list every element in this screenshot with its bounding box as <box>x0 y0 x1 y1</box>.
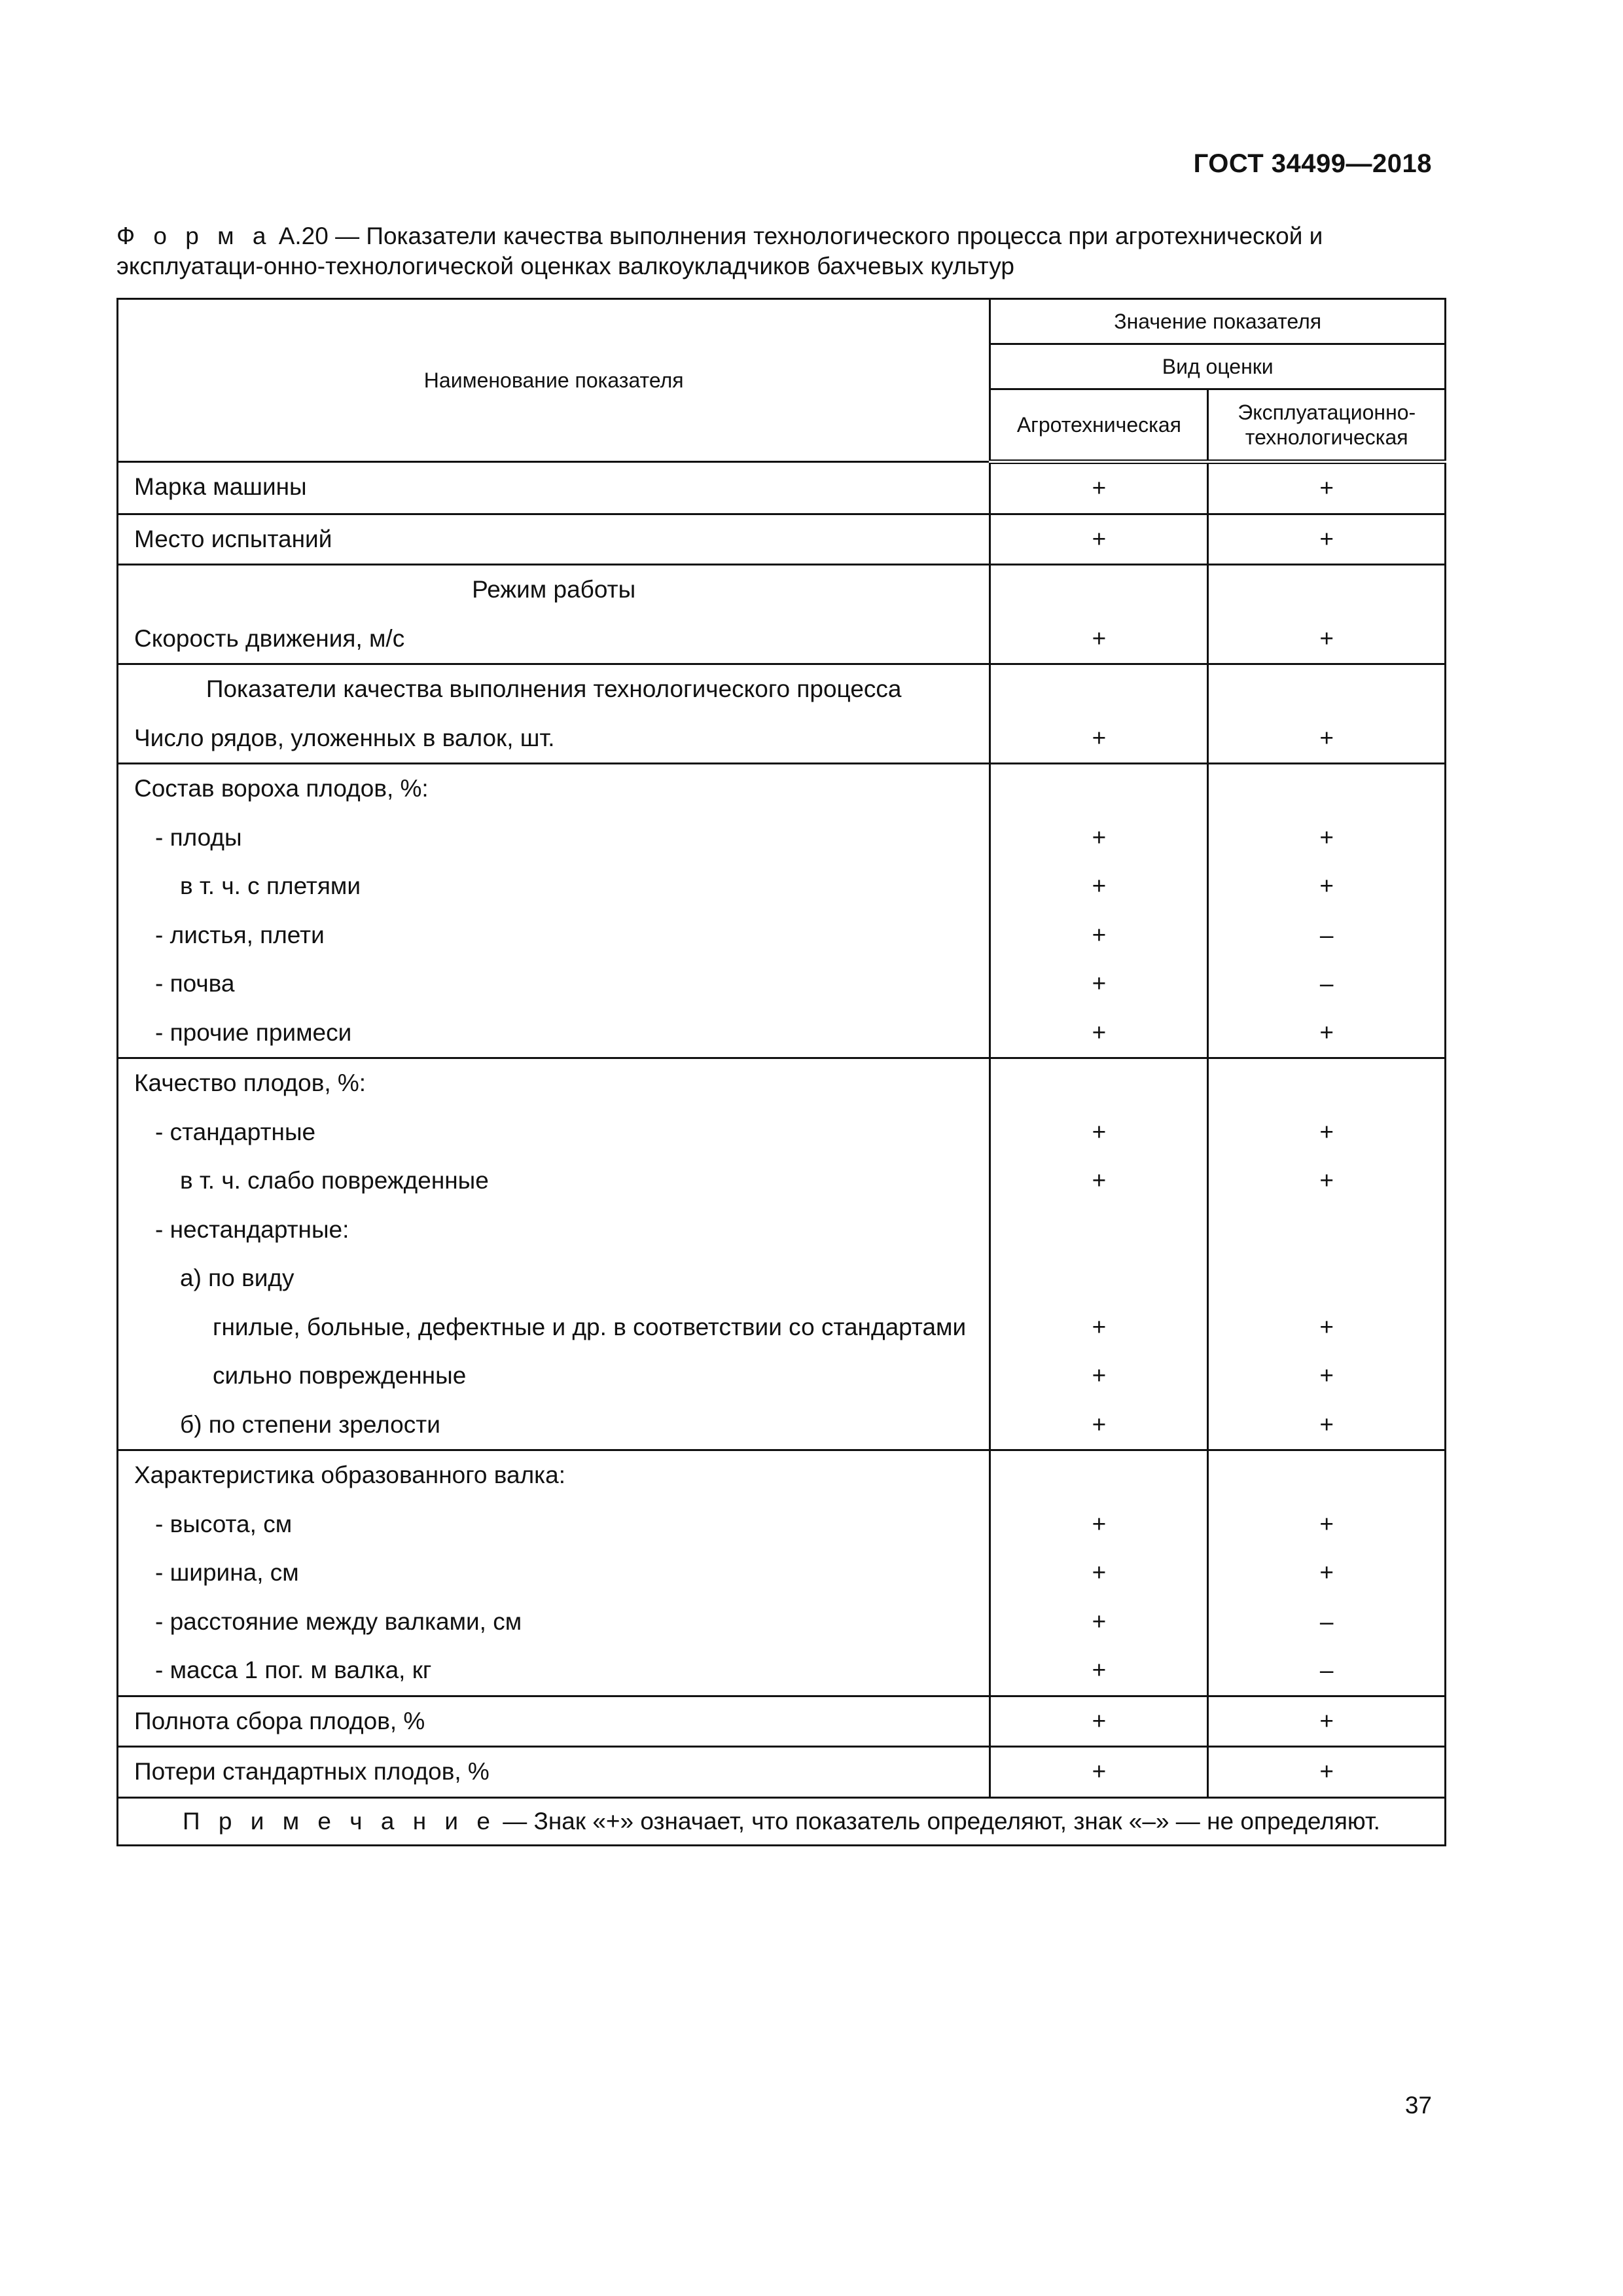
table-row <box>118 664 1446 764</box>
indicator-label: - листья, плети <box>155 921 325 948</box>
indicator-mark <box>991 565 1207 615</box>
table-note <box>118 1797 1446 1845</box>
indicator-cell <box>118 514 990 565</box>
indicator-cell <box>118 1696 990 1747</box>
indicator-label: - стандартные <box>155 1118 316 1145</box>
indicator-label: в т. ч. слабо поврежденные <box>180 1167 489 1194</box>
indicators-table <box>116 298 1446 1846</box>
indicator-mark: + <box>1319 525 1334 552</box>
expl-cell <box>1208 1696 1446 1747</box>
indicator-mark <box>991 665 1207 714</box>
indicator-mark: + <box>1319 624 1334 652</box>
indicator-label: - расстояние между валками, см <box>155 1607 522 1635</box>
indicator-mark: + <box>1092 1607 1107 1635</box>
indicator-label: Число рядов, уложенных в валок, шт. <box>134 724 555 751</box>
indicator-mark <box>991 1451 1207 1500</box>
agro-cell <box>990 565 1208 664</box>
indicator-label: - ширина, см <box>155 1559 299 1586</box>
indicator-label: а) по виду <box>180 1265 294 1291</box>
document-header: ГОСТ 34499—2018 <box>1193 149 1432 178</box>
expl-cell <box>1208 514 1446 565</box>
indicator-label: - нестандартные: <box>155 1215 349 1243</box>
table-row <box>118 1058 1446 1450</box>
indicator-mark: + <box>1319 1410 1334 1438</box>
indicator-mark: + <box>1092 1510 1107 1537</box>
indicator-mark <box>1209 565 1444 615</box>
indicator-mark: + <box>1319 872 1334 899</box>
indicator-mark <box>991 1254 1207 1303</box>
indicator-cell <box>118 1450 990 1696</box>
indicator-mark: + <box>1092 872 1107 899</box>
expl-cell <box>1208 764 1446 1058</box>
indicator-label: б) по степени зрелости <box>180 1410 440 1438</box>
indicator-cell <box>118 1747 990 1798</box>
indicator-cell <box>118 462 990 514</box>
indicator-mark: + <box>1092 724 1107 751</box>
indicator-mark: + <box>1092 475 1107 501</box>
header-indicator-name: Наименование показателя <box>118 299 990 462</box>
expl-cell <box>1208 664 1446 764</box>
indicator-mark: + <box>1092 1362 1107 1389</box>
indicator-mark <box>1209 764 1444 814</box>
indicator-mark <box>1209 665 1444 714</box>
indicator-mark: + <box>1319 1167 1334 1194</box>
indicator-label: Состав вороха плодов, %: <box>134 775 429 802</box>
expl-cell <box>1208 462 1446 514</box>
table-row <box>118 764 1446 1058</box>
expl-cell <box>1208 1450 1446 1696</box>
indicator-label: Характеристика образованного валка: <box>134 1462 566 1488</box>
indicator-mark: + <box>1092 1657 1107 1683</box>
expl-cell <box>1208 565 1446 664</box>
table-row <box>118 1696 1446 1747</box>
header-agrotechnical: Агротехническая <box>990 389 1208 462</box>
indicator-cell <box>118 664 990 764</box>
indicator-mark <box>991 1206 1207 1255</box>
indicator-mark: + <box>1319 724 1334 751</box>
agro-cell <box>990 1747 1208 1798</box>
indicator-mark: + <box>1092 1707 1107 1734</box>
agro-cell <box>990 1450 1208 1696</box>
note-text: — Знак «+» означает, что показатель определяют, знак «–» — не определяют. <box>495 1807 1380 1835</box>
indicator-label: сильно поврежденные <box>213 1362 467 1389</box>
indicator-label: - высота, см <box>155 1510 293 1537</box>
table-body <box>118 462 1446 1798</box>
table-row <box>118 1450 1446 1696</box>
indicator-mark <box>1209 1451 1444 1500</box>
agro-cell <box>990 1696 1208 1747</box>
indicator-mark: – <box>1319 1607 1334 1635</box>
indicator-mark <box>1209 1059 1444 1108</box>
indicator-mark: + <box>1319 823 1334 851</box>
indicator-mark: – <box>1319 970 1334 997</box>
indicator-mark: + <box>1319 1758 1334 1785</box>
indicator-mark: – <box>1319 1657 1334 1683</box>
indicator-label: Марка машины <box>134 473 307 500</box>
indicator-label: Режим работы <box>472 576 636 603</box>
table-row <box>118 1747 1446 1798</box>
indicator-mark: + <box>1092 1758 1107 1785</box>
indicator-mark: + <box>1092 921 1107 948</box>
header-evaluation-kind: Вид оценки <box>990 344 1446 389</box>
page-number: 37 <box>1404 2092 1432 2119</box>
indicator-label: Потери стандартных плодов, % <box>134 1758 490 1785</box>
indicator-mark: + <box>1319 1362 1334 1389</box>
agro-cell <box>990 514 1208 565</box>
form-caption <box>116 221 1445 281</box>
indicator-mark: + <box>1319 1118 1334 1145</box>
indicator-mark: – <box>1319 921 1334 948</box>
indicator-label: в т. ч. с плетями <box>180 872 361 899</box>
indicator-mark: + <box>1319 475 1334 501</box>
agro-cell <box>990 462 1208 514</box>
indicator-label: гнилые, больные, дефектные и др. в соответствии со стандартами <box>213 1313 967 1340</box>
header-indicator-value: Значение показателя <box>990 299 1446 344</box>
indicator-mark: + <box>1319 1018 1334 1046</box>
indicator-mark: + <box>1092 525 1107 552</box>
indicator-label: Скорость движения, м/с <box>134 624 405 652</box>
indicator-label: Место испытаний <box>134 525 332 552</box>
indicator-mark: + <box>1092 1167 1107 1194</box>
indicator-mark: + <box>1319 1707 1334 1734</box>
header-operational <box>1208 389 1446 462</box>
table-row <box>118 565 1446 664</box>
indicator-mark: + <box>1092 1313 1107 1340</box>
indicator-cell <box>118 1058 990 1450</box>
indicator-cell <box>118 764 990 1058</box>
table-row <box>118 514 1446 565</box>
indicator-label: Показатели качества выполнения технологического процесса <box>205 675 902 702</box>
indicator-label: Полнота сбора плодов, % <box>134 1707 425 1734</box>
indicator-mark: + <box>1092 1410 1107 1438</box>
indicator-cell <box>118 565 990 664</box>
indicator-label: - почва <box>155 970 235 997</box>
agro-cell <box>990 1058 1208 1450</box>
table-header <box>118 299 1446 462</box>
caption-text: А.20 — Показатели качества выполнения технологического процесса при агротехнической и эксплуатаци-онно-технологической оценках валкоукладчиков бахчевых культур <box>116 223 1323 279</box>
indicator-label: - масса 1 пог. м валка, кг <box>155 1657 432 1683</box>
note-prefix: П р и м е ч а н и е <box>183 1807 496 1835</box>
indicator-mark: + <box>1092 970 1107 997</box>
caption-prefix: Ф о р м а <box>116 223 272 249</box>
indicator-mark: + <box>1092 823 1107 851</box>
indicator-label: - прочие примеси <box>155 1018 352 1046</box>
indicator-mark: + <box>1092 1018 1107 1046</box>
agro-cell <box>990 664 1208 764</box>
indicator-mark: + <box>1092 1118 1107 1145</box>
indicator-mark: + <box>1319 1313 1334 1340</box>
indicator-label: - плоды <box>155 823 242 851</box>
header-operational-text: Эксплуатационно-технологическая <box>1238 401 1416 449</box>
indicator-mark <box>991 764 1207 814</box>
table-row <box>118 462 1446 514</box>
indicator-mark: + <box>1092 624 1107 652</box>
indicator-mark <box>1209 1206 1444 1255</box>
indicator-mark: + <box>1319 1510 1334 1537</box>
expl-cell <box>1208 1747 1446 1798</box>
indicator-label: Качество плодов, %: <box>134 1069 366 1096</box>
indicator-mark <box>991 1059 1207 1108</box>
indicator-mark: + <box>1092 1559 1107 1586</box>
expl-cell <box>1208 1058 1446 1450</box>
agro-cell <box>990 764 1208 1058</box>
indicator-mark <box>1209 1254 1444 1303</box>
indicator-mark: + <box>1319 1559 1334 1586</box>
